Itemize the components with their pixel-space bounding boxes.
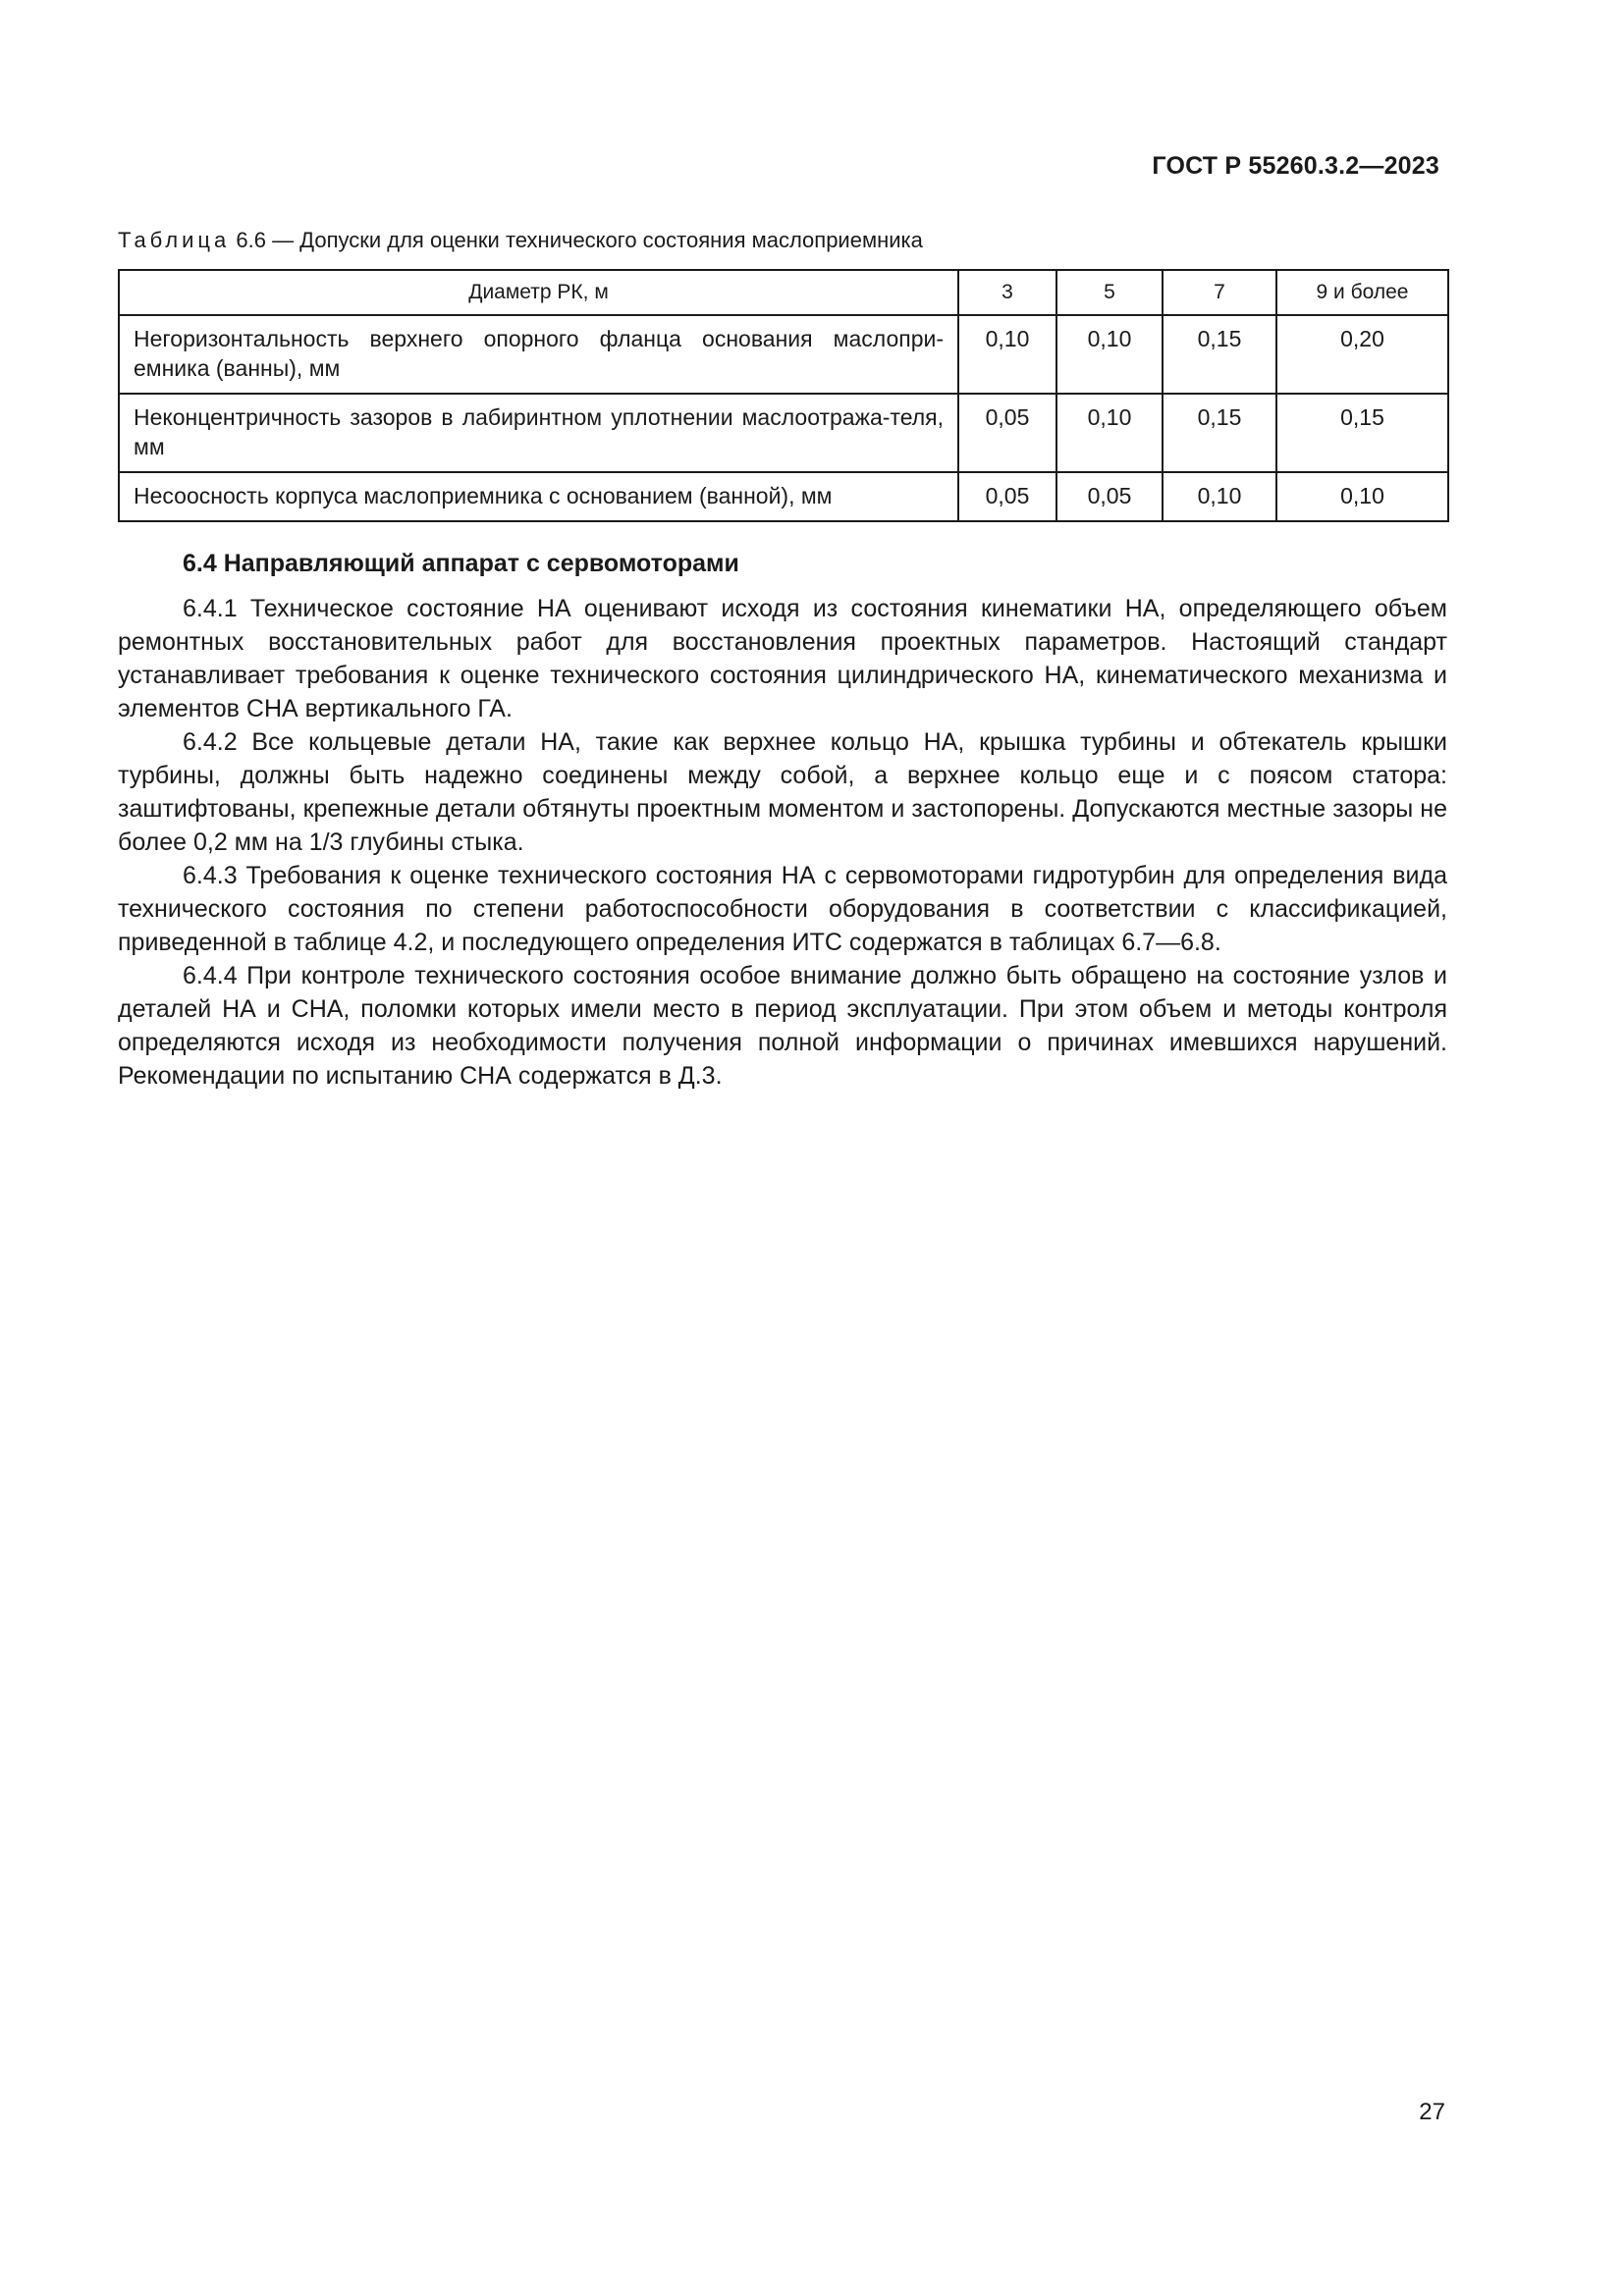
row-value: 0,10 (1056, 394, 1163, 472)
column-header-diameter: Диаметр РК, м (119, 270, 958, 315)
table-caption (118, 228, 923, 253)
paragraph-6-4-4: 6.4.4 При контроле технического состояния особое внимание должно быть обращено на состояние узлов и деталей НА и СНА, поломки которых имели место в период эксплуатации. При этом объем и методы контроля определяются исходя из необходимости получения полной информации о причинах имевшихся нарушений. Рекомендации по испытанию СНА содержатся в Д.3. (118, 962, 1447, 1090)
row-value: 0,05 (1056, 472, 1163, 521)
document-designation: ГОСТ Р 55260.3.2—2023 (1152, 152, 1439, 180)
row-value: 0,10 (958, 315, 1056, 394)
table-caption-title: 6.6 — Допуски для оценки технического состояния маслоприемника (230, 228, 923, 252)
row-value: 0,05 (958, 472, 1056, 521)
column-header-7: 7 (1163, 270, 1276, 315)
row-value: 0,15 (1163, 315, 1276, 394)
row-value: 0,10 (1056, 315, 1163, 394)
column-header-9-plus: 9 и более (1276, 270, 1448, 315)
page-number: 27 (1419, 2099, 1445, 2125)
table-caption-lead: Таблица (118, 228, 231, 252)
tolerance-table (118, 269, 1449, 522)
row-value: 0,05 (958, 394, 1056, 472)
row-parameter-name: Несоосность корпуса маслоприемника с основанием (ванной), мм (119, 472, 958, 521)
row-parameter-name: Негоризонтальность верхнего опорного фланца основания маслопри-емника (ванны), мм (119, 315, 958, 394)
column-header-5: 5 (1056, 270, 1163, 315)
paragraph-6-4-2: 6.4.2 Все кольцевые детали НА, такие как верхнее кольцо НА, крышка турбины и обтекатель крышки турбины, должны быть надежно соединены между собой, а верхнее кольцо еще и с поясом статора: заштифтованы, крепежные детали обтянуты проектным моментом и застопорены. Допускаются местные зазоры не более 0,2 мм на 1/3 глубины стыка. (118, 728, 1447, 856)
row-value: 0,10 (1163, 472, 1276, 521)
paragraph-6-4-1: 6.4.1 Техническое состояние НА оценивают исходя из состояния кинематики НА, определяющего объем ремонтных восстановительных работ для восстановления проектных параметров. Настоящий стандарт устанавливает требования к оценке технического состояния цилиндрического НА, кинематического механизма и элементов СНА вертикального ГА. (118, 595, 1447, 722)
row-value: 0,20 (1276, 315, 1448, 394)
row-parameter-name: Неконцентричность зазоров в лабиринтном уплотнении маслоотража-теля, мм (119, 394, 958, 472)
row-value: 0,10 (1276, 472, 1448, 521)
column-header-3: 3 (958, 270, 1056, 315)
row-value: 0,15 (1276, 394, 1448, 472)
table-row (119, 315, 1448, 394)
table-row (119, 394, 1448, 472)
table-row (119, 472, 1448, 521)
section-body (118, 592, 1447, 1093)
table-header-row (119, 270, 1448, 315)
row-value: 0,15 (1163, 394, 1276, 472)
paragraph-6-4-3: 6.4.3 Требования к оценке технического состояния НА с сервомоторами гидротурбин для определения вида технического состояния по степени работоспособности оборудования в соответствии с классификацией, приведенной в таблице 4.2, и последующего определения ИТС содержатся в таблицах 6.7—6.8. (118, 862, 1447, 956)
section-heading: 6.4 Направляющий аппарат с сервомоторами (183, 550, 739, 577)
